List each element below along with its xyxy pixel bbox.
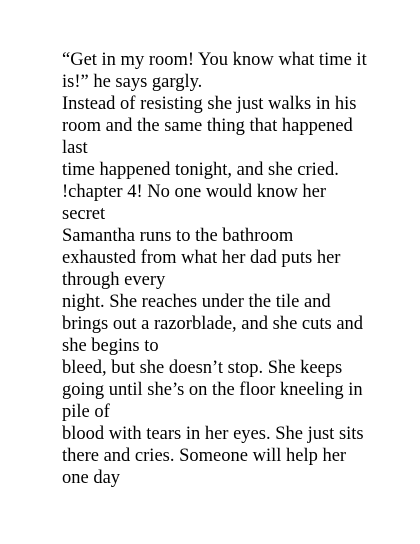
text-line: one day	[62, 468, 121, 488]
text-line: blood with tears in her eyes. She just sits	[62, 424, 364, 444]
text-line: time happened tonight, and she cried.	[62, 160, 339, 180]
text-line: last	[62, 138, 88, 158]
text-line: pile of	[62, 402, 110, 422]
text-line: is!” he says gargly.	[62, 72, 203, 92]
document-body	[62, 49, 392, 489]
text-line: brings out a razorblade, and she cuts and	[62, 314, 364, 334]
text-line: there and cries. Someone will help her	[62, 446, 347, 466]
text-line: room and the same thing that happened	[62, 116, 353, 136]
text-line: through every	[62, 270, 166, 290]
text-line: going until she’s on the floor kneeling in	[62, 380, 363, 400]
text-line: exhausted from what her dad puts her	[62, 248, 341, 268]
text-line: Samantha runs to the bathroom	[62, 226, 294, 246]
text-line: she begins to	[62, 336, 159, 356]
text-line: Instead of resisting she just walks in his	[62, 94, 357, 114]
text-line: “Get in my room! You know what time it	[62, 50, 367, 70]
text-line: night. She reaches under the tile and	[62, 292, 331, 312]
text-line: bleed, but she doesn’t stop. She keeps	[62, 358, 343, 378]
chapter-heading-line: !chapter 4! No one would know her	[62, 182, 327, 202]
chapter-heading-line: secret	[62, 204, 106, 224]
